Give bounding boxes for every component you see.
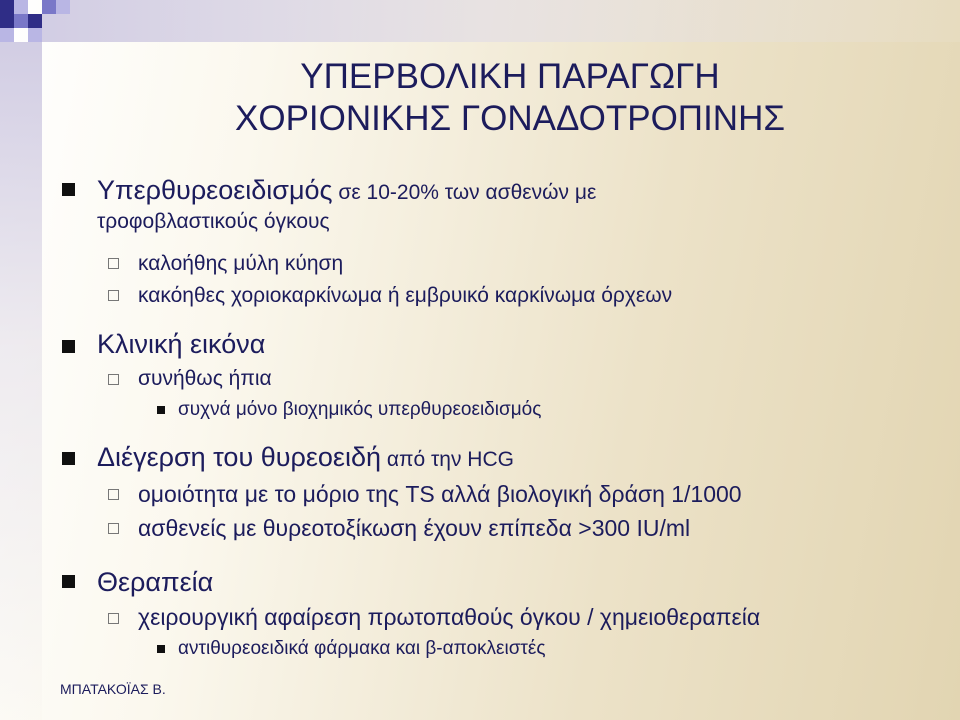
bullet-therapy xyxy=(97,566,213,598)
decorative-square xyxy=(42,0,56,14)
bullet-tail-text: σε 10-20% των ασθενών με xyxy=(332,181,597,204)
sub-sub-bullet: συχνά μόνο βιοχημικός υπερθυρεοειδισμός xyxy=(178,399,542,420)
small-square-icon xyxy=(157,406,165,414)
bullet-square-icon xyxy=(62,183,75,196)
sub-bullet: ομοιότητα με το μόριο της TS αλλά βιολογική δράση 1/1000 xyxy=(138,481,742,507)
bullet-thyroid-stimulation xyxy=(97,441,514,476)
bullet-main-text: Κλινική εικόνα xyxy=(97,329,266,359)
hollow-square-icon xyxy=(108,523,119,534)
bullet-continuation: τροφοβλαστικούς όγκους xyxy=(97,210,330,233)
decorative-square xyxy=(56,0,70,14)
bullet-main-text: Διέγερση του θυρεοειδή xyxy=(97,442,381,472)
bullet-main-text: Υπερθυρεοειδισμός xyxy=(97,175,333,205)
sub-bullet: καλοήθης μύλη κύηση xyxy=(138,252,344,275)
hollow-square-icon xyxy=(108,613,119,624)
bullet-tail-text: από την HCG xyxy=(381,448,514,471)
sub-bullet: κακόηθες χοριοκαρκίνωμα ή εμβρυικό καρκίνωμα όρχεων xyxy=(138,284,673,307)
hollow-square-icon xyxy=(108,489,119,500)
decorative-square xyxy=(0,0,14,28)
author-footer: ΜΠΑΤΑΚΟΪΑΣ Β. xyxy=(60,681,166,697)
hollow-square-icon xyxy=(108,258,119,269)
decorative-left-band xyxy=(0,42,42,720)
slide-title xyxy=(100,56,920,140)
decorative-top-band xyxy=(42,0,960,42)
small-square-icon xyxy=(157,645,165,653)
decorative-square xyxy=(0,28,14,42)
bullet-clinical-picture xyxy=(97,328,265,360)
sub-sub-bullet: αντιθυρεοειδικά φάρμακα και β-αποκλειστές xyxy=(178,638,546,659)
decorative-square xyxy=(14,0,28,14)
title-line-1: ΥΠΕΡΒΟΛΙΚΗ ΠΑΡΑΓΩΓΗ xyxy=(300,57,720,96)
decorative-square xyxy=(28,14,42,28)
sub-bullet: συνήθως ήπια xyxy=(138,367,272,390)
title-line-2: ΧΟΡΙΟΝΙΚΗΣ ΓΟΝΑΔΟΤΡΟΠΙΝΗΣ xyxy=(235,99,785,138)
sub-bullet: χειρουργική αφαίρεση πρωτοπαθούς όγκου / χημειοθεραπεία xyxy=(138,604,761,630)
decorative-square xyxy=(14,14,28,28)
hollow-square-icon xyxy=(108,374,119,385)
decorative-square xyxy=(28,28,42,42)
bullet-square-icon xyxy=(62,340,75,353)
hollow-square-icon xyxy=(108,290,119,301)
sub-bullet: ασθενείς με θυρεοτοξίκωση έχουν επίπεδα >300 IU/ml xyxy=(138,515,691,541)
bullet-main-text: Θεραπεία xyxy=(97,567,214,597)
bullet-square-icon xyxy=(62,575,75,588)
bullet-square-icon xyxy=(62,452,75,465)
bullet-hyperthyroidism xyxy=(97,174,596,209)
